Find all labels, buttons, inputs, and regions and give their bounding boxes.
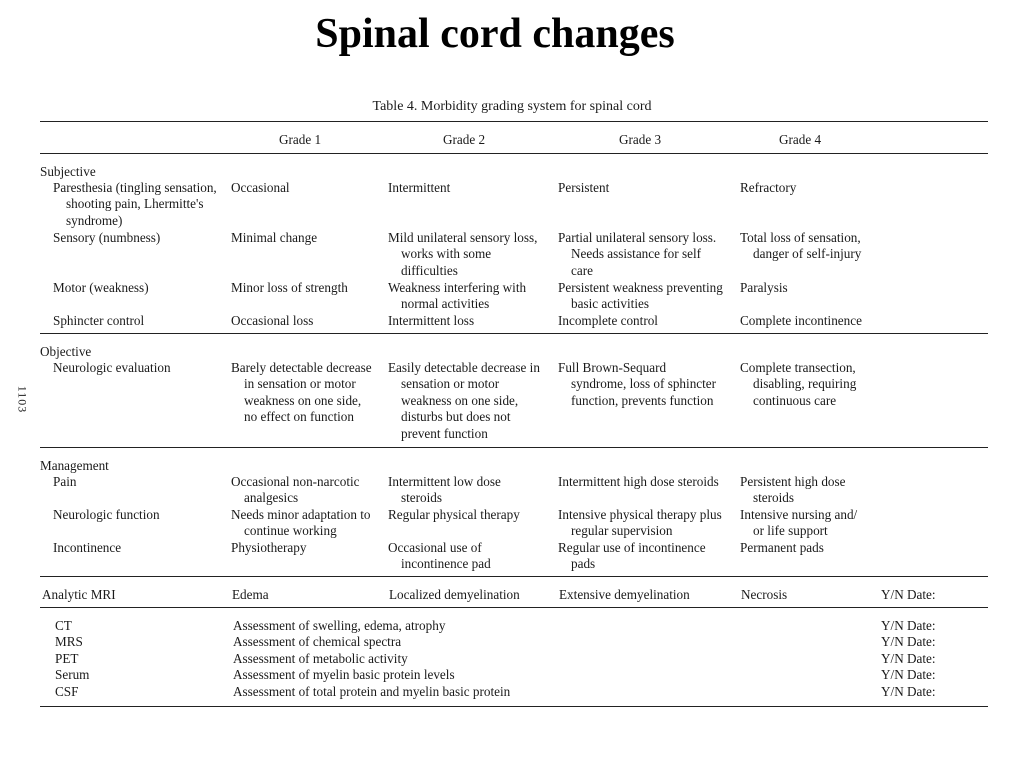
management-row-grade-3: pads <box>571 556 596 572</box>
table-rule-header <box>40 153 988 154</box>
objective-row-grade-4: continuous care <box>753 392 837 408</box>
management-row-grade-1: Physiotherapy <box>231 540 307 555</box>
objective-row-grade-1: no effect on function <box>244 409 354 425</box>
objective-row-grade-2: weakness on one side, <box>401 392 519 408</box>
mri-grade-3: Extensive demyelination <box>559 587 690 602</box>
management-row-grade-2: steroids <box>401 490 443 506</box>
objective-row-grade-2: disturbs but does not <box>401 409 511 425</box>
management-row-grade-2: incontinence pad <box>401 556 491 572</box>
management-row-grade-1: Needs minor adaptation to <box>231 507 371 522</box>
management-row-grade-1: continue working <box>244 523 337 539</box>
mri-yn-date: Y/N Date: <box>881 587 936 602</box>
subjective-row-grade-4: Paralysis <box>740 280 788 295</box>
subjective-row-grade-2: Intermittent <box>388 180 451 195</box>
table-rule-objective <box>40 447 988 448</box>
objective-row-grade-3: function, prevents function <box>571 392 714 408</box>
subjective-row-grade-2: Weakness interfering with <box>388 280 527 295</box>
objective-row-grade-1: Barely detectable decrease <box>231 360 372 375</box>
section-heading-objective: Objective <box>40 344 92 359</box>
assessment-test: Serum <box>55 667 90 683</box>
subjective-row-label: Paresthesia (tingling sensation, <box>53 180 217 195</box>
assessment-yn-date: Y/N Date: <box>881 667 936 683</box>
objective-row-grade-4: Complete transection, <box>740 360 856 375</box>
mri-grade-4: Necrosis <box>741 587 788 602</box>
management-row-grade-4: Persistent high dose <box>740 474 846 489</box>
subjective-row-label: shooting pain, Lhermitte's <box>66 196 204 212</box>
column-header-grade-1: Grade 1 <box>279 132 322 147</box>
management-row-grade-2: Occasional use of <box>388 540 482 555</box>
objective-row-label: Neurologic evaluation <box>53 360 171 375</box>
subjective-row-grade-3: Incomplete control <box>558 313 658 328</box>
mri-grade-2: Localized demyelination <box>389 587 520 602</box>
subjective-row-label: syndrome) <box>66 212 123 228</box>
subjective-row-grade-2: works with some <box>401 246 492 262</box>
subjective-row-grade-1: Occasional <box>231 180 290 195</box>
page-number: 1103 <box>15 385 30 414</box>
subjective-row-label: Sensory (numbness) <box>53 230 161 245</box>
table-rule-bottom <box>40 706 988 707</box>
subjective-row-grade-3: Persistent weakness preventing <box>558 280 723 295</box>
subjective-row-grade-1: Minimal change <box>231 230 318 245</box>
assessment-test: CT <box>55 618 72 633</box>
management-row-grade-4: steroids <box>753 490 795 506</box>
section-heading-subjective: Subjective <box>40 164 96 179</box>
section-heading-management: Management <box>40 458 109 473</box>
page-title: Spinal cord changes <box>315 11 675 57</box>
management-row-grade-2: Regular physical therapy <box>388 507 520 522</box>
table-rule-top <box>40 121 988 122</box>
management-row-grade-2: Intermittent low dose <box>388 474 501 489</box>
management-row-grade-3: Intermittent high dose steroids <box>558 474 719 489</box>
assessment-yn-date: Y/N Date: <box>881 683 936 699</box>
subjective-row-grade-3: Needs assistance for self <box>571 246 701 262</box>
objective-row-grade-3: syndrome, loss of sphincter <box>571 376 717 392</box>
management-row-grade-4: Permanent pads <box>740 540 824 555</box>
column-header-grade-2: Grade 2 <box>443 132 486 147</box>
subjective-row-grade-4: Refractory <box>740 180 797 195</box>
subjective-row-label: Sphincter control <box>53 313 145 328</box>
objective-row-grade-2: Easily detectable decrease in <box>388 360 540 375</box>
mri-label: Analytic MRI <box>42 587 116 602</box>
subjective-row-label: Motor (weakness) <box>53 280 149 295</box>
assessment-test: PET <box>55 650 79 666</box>
objective-row-grade-3: Full Brown-Sequard <box>558 360 667 375</box>
objective-row-grade-2: sensation or motor <box>401 376 500 392</box>
subjective-row-grade-4: danger of self-injury <box>753 246 862 262</box>
table-rule-management <box>40 576 988 577</box>
column-header-grade-3: Grade 3 <box>619 132 662 147</box>
assessment-description: Assessment of chemical spectra <box>233 634 402 650</box>
assessment-yn-date: Y/N Date: <box>881 618 936 633</box>
subjective-row-grade-3: basic activities <box>571 296 649 312</box>
assessment-description: Assessment of myelin basic protein levels <box>233 667 455 683</box>
table-rule-mri <box>40 607 988 608</box>
management-row-grade-1: Occasional non-narcotic <box>231 474 360 489</box>
subjective-row-grade-2: Intermittent loss <box>388 313 475 328</box>
assessment-test: MRS <box>55 634 83 650</box>
subjective-row-grade-2: Mild unilateral sensory loss, <box>388 230 538 245</box>
assessment-test: CSF <box>55 683 79 699</box>
mri-grade-1: Edema <box>232 587 269 602</box>
assessment-yn-date: Y/N Date: <box>881 634 936 650</box>
subjective-row-grade-3: care <box>571 262 593 278</box>
management-row-label: Pain <box>53 474 77 489</box>
subjective-row-grade-4: Complete incontinence <box>740 313 862 328</box>
subjective-row-grade-3: Partial unilateral sensory loss. <box>558 230 717 245</box>
objective-row-grade-4: disabling, requiring <box>753 376 857 392</box>
subjective-row-grade-2: normal activities <box>401 296 490 312</box>
objective-row-grade-1: weakness on one side, <box>244 392 362 408</box>
management-row-grade-3: regular supervision <box>571 523 673 539</box>
assessment-yn-date: Y/N Date: <box>881 650 936 666</box>
assessment-description: Assessment of total protein and myelin basic protein <box>233 683 511 699</box>
subjective-row-grade-4: Total loss of sensation, <box>740 230 861 245</box>
management-row-label: Incontinence <box>53 540 122 555</box>
column-header-grade-4: Grade 4 <box>779 132 822 147</box>
table-rule-subjective <box>40 333 988 334</box>
subjective-row-grade-2: difficulties <box>401 262 458 278</box>
objective-row-grade-2: prevent function <box>401 425 488 441</box>
management-row-grade-3: Intensive physical therapy plus <box>558 507 722 522</box>
subjective-row-grade-1: Minor loss of strength <box>231 280 348 295</box>
management-row-grade-1: analgesics <box>244 490 299 506</box>
management-row-grade-4: Intensive nursing and/ <box>740 507 858 522</box>
subjective-row-grade-1: Occasional loss <box>231 313 314 328</box>
table-caption: Table 4. Morbidity grading system for spinal cord <box>372 99 652 114</box>
assessment-description: Assessment of metabolic activity <box>233 650 408 666</box>
subjective-row-grade-3: Persistent <box>558 180 610 195</box>
assessment-description: Assessment of swelling, edema, atrophy <box>233 618 446 633</box>
management-row-grade-4: or life support <box>753 523 828 539</box>
management-row-grade-3: Regular use of incontinence <box>558 540 706 555</box>
management-row-label: Neurologic function <box>53 507 160 522</box>
objective-row-grade-1: in sensation or motor <box>244 376 356 392</box>
